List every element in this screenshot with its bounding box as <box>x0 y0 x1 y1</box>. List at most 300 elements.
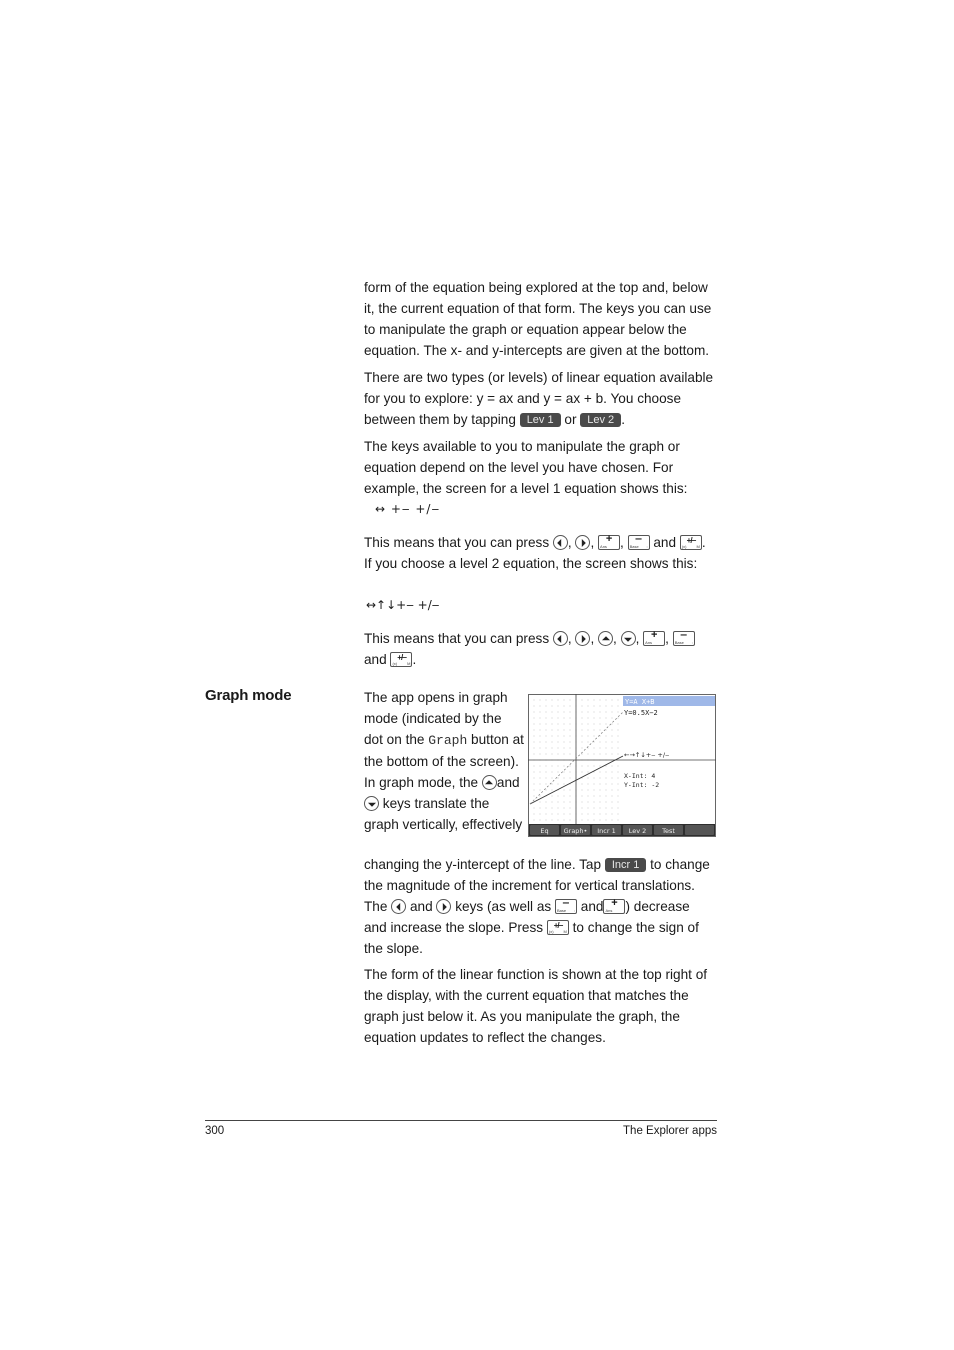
incr-button[interactable]: Incr 1 <box>605 858 647 872</box>
grid-dot <box>546 730 547 731</box>
grid-dot <box>600 754 601 755</box>
grid-dot <box>612 706 613 707</box>
grid-dot <box>570 748 571 749</box>
grid-dot <box>588 772 589 773</box>
right-arrow-key-icon <box>575 631 590 646</box>
grid-dot <box>570 730 571 731</box>
grid-dot <box>618 772 619 773</box>
grid-dot <box>558 784 559 785</box>
grid-dot <box>564 814 565 815</box>
grid-dot <box>564 766 565 767</box>
grid-dot <box>612 796 613 797</box>
grid-dot <box>540 712 541 713</box>
grid-dot <box>564 802 565 803</box>
grid-dot <box>594 802 595 803</box>
paragraph-levels <box>364 367 716 430</box>
grid-dot <box>564 748 565 749</box>
grid-dot <box>582 796 583 797</box>
grid-dot <box>588 784 589 785</box>
grid-dot <box>558 814 559 815</box>
grid-dot <box>606 814 607 815</box>
and-text: and <box>364 652 387 667</box>
level2-key-symbols: ↔↑↓+‒ +/‒ <box>366 598 440 612</box>
grid-dot <box>594 736 595 737</box>
screen-menu-label: Lev 2 <box>628 827 647 835</box>
grid-dot <box>540 784 541 785</box>
grid-dot <box>582 814 583 815</box>
grid-dot <box>600 802 601 803</box>
grid-dot <box>600 700 601 701</box>
grid-dot <box>600 718 601 719</box>
grid-dot <box>588 712 589 713</box>
grid-dot <box>606 790 607 791</box>
minus-key-icon: ‒ Base : <box>674 629 693 645</box>
grid-dot <box>618 796 619 797</box>
press-text: This means that you can press <box>364 535 550 550</box>
screen-menu-button[interactable] <box>685 825 714 835</box>
grid-dot <box>612 754 613 755</box>
grid-dot <box>600 712 601 713</box>
grid-dot <box>606 724 607 725</box>
grid-dot <box>534 814 535 815</box>
grid-dot <box>594 790 595 791</box>
grid-dot <box>546 784 547 785</box>
grid-dot <box>594 820 595 821</box>
grid-dot <box>588 736 589 737</box>
grid-dot <box>570 742 571 743</box>
grid-dot <box>552 814 553 815</box>
grid-dot <box>606 748 607 749</box>
grid-dot <box>552 700 553 701</box>
comma: , <box>567 535 572 550</box>
paragraph-keys-available: The keys available to you to manipulate the graph or equation depend on the level you have chosen. For example, the screen for a level 1 equation shows this: <box>364 439 688 496</box>
increment-text: to change the magnitude of the increment for vertical translations. The <box>364 857 710 914</box>
grid-dot <box>546 820 547 821</box>
grid-dot <box>552 790 553 791</box>
chapter-title: The Explorer apps <box>623 1125 717 1137</box>
grid-dot <box>612 772 613 773</box>
grid-dot <box>588 706 589 707</box>
grid-dot <box>612 808 613 809</box>
grid-dot <box>612 814 613 815</box>
grid-dot <box>564 754 565 755</box>
grid-dot <box>564 742 565 743</box>
grid-dot <box>540 772 541 773</box>
grid-dot <box>594 814 595 815</box>
comma: , <box>613 631 617 646</box>
grid-dot <box>570 790 571 791</box>
grid-dot <box>606 718 607 719</box>
levels-text: There are two types (or levels) of linear equation available for you to explore: y = ax and y = ax + b. You choose between them by tapping <box>364 370 714 427</box>
grid-dot <box>570 754 571 755</box>
grid-dot <box>618 736 619 737</box>
grid-dot <box>618 706 619 707</box>
graph-button-word: Graph <box>428 733 468 748</box>
grid-dot <box>558 802 559 803</box>
grid-dot <box>552 766 553 767</box>
grid-dot <box>612 820 613 821</box>
grid-dot <box>558 724 559 725</box>
grid-dot <box>540 730 541 731</box>
grid-dot <box>570 778 571 779</box>
graph-mode-text: button at the bottom of the screen). In graph mode, the <box>364 732 524 790</box>
grid-dot <box>558 748 559 749</box>
grid-dot <box>612 778 613 779</box>
grid-dot <box>558 730 559 731</box>
grid-dot <box>552 748 553 749</box>
grid-dot <box>534 730 535 731</box>
and-text: and <box>410 899 433 914</box>
grid-dot <box>588 814 589 815</box>
grid-dot <box>558 700 559 701</box>
grid-dot <box>612 718 613 719</box>
grid-dot <box>540 748 541 749</box>
grid-dot <box>618 700 619 701</box>
grid-dot <box>552 706 553 707</box>
grid-dot <box>540 724 541 725</box>
screen-equation: Y=0.5X−2 <box>624 709 658 717</box>
grid-dot <box>546 802 547 803</box>
grid-dot <box>534 700 535 701</box>
grid-dot <box>552 754 553 755</box>
and-text: and <box>580 899 604 914</box>
period-text: . <box>621 412 625 427</box>
lev2-button[interactable]: Lev 2 <box>580 413 621 427</box>
screen-x-intercept: X-Int: 4 <box>624 772 656 780</box>
grid-dot <box>618 802 619 803</box>
grid-dot <box>600 766 601 767</box>
negate-key-icon: +/‒ (x) M <box>548 921 567 934</box>
grid-dot <box>546 748 547 749</box>
screen-menu-bar <box>529 824 715 836</box>
grid-dot <box>618 820 619 821</box>
grid-dot <box>612 790 613 791</box>
screen-y-intercept: Y-Int: -2 <box>624 781 660 789</box>
grid-dot <box>582 766 583 767</box>
grid-dot <box>594 784 595 785</box>
grid-dot <box>564 724 565 725</box>
grid-dot <box>588 790 589 791</box>
grid-dot <box>594 712 595 713</box>
screen-form: Y=A X+B <box>625 698 655 706</box>
grid-dot <box>540 754 541 755</box>
grid-dot <box>606 754 607 755</box>
grid-dot <box>618 748 619 749</box>
comma: , <box>590 535 595 550</box>
grid-dot <box>534 712 535 713</box>
grid-dot <box>588 808 589 809</box>
grid-dot <box>570 766 571 767</box>
grid-dot <box>600 736 601 737</box>
and-text: and <box>653 535 677 550</box>
grid-dot <box>582 748 583 749</box>
grid-dot <box>540 706 541 707</box>
grid-dot <box>612 730 613 731</box>
grid-dot <box>582 700 583 701</box>
grid-dot <box>612 736 613 737</box>
grid-dot <box>618 730 619 731</box>
screen-menu-label: Incr 1 <box>597 827 616 835</box>
up-arrow-key-icon <box>482 775 497 790</box>
grid-dot <box>618 766 619 767</box>
grid-dot <box>606 778 607 779</box>
grid-dot <box>606 772 607 773</box>
grid-dot <box>594 730 595 731</box>
comma: , <box>635 631 640 646</box>
grid-dot <box>594 742 595 743</box>
grid-dot <box>582 718 583 719</box>
grid-dot <box>534 796 535 797</box>
grid-dot <box>612 742 613 743</box>
grid-dot <box>540 796 541 797</box>
grid-dot <box>582 808 583 809</box>
grid-dot <box>582 742 583 743</box>
grid-dot <box>606 802 607 803</box>
grid-dot <box>564 778 565 779</box>
grid-dot <box>546 706 547 707</box>
graph-mode-text: The app opens in graph mode (indicated by the dot on the <box>364 690 508 747</box>
grid-dot <box>600 808 601 809</box>
grid-dot <box>552 772 553 773</box>
minus-key-icon: ‒ Base : <box>556 897 575 913</box>
grid-dot <box>552 718 553 719</box>
grid-dot <box>558 742 559 743</box>
grid-dot <box>546 724 547 725</box>
grid-dot <box>606 706 607 707</box>
grid-dot <box>558 778 559 779</box>
grid-dot <box>606 712 607 713</box>
and-text: and <box>496 775 520 790</box>
grid-dot <box>534 748 535 749</box>
grid-dot <box>540 808 541 809</box>
up-arrow-key-icon <box>598 631 613 646</box>
increment-text: keys (as well as <box>455 899 552 914</box>
grid-dot <box>600 748 601 749</box>
grid-dot <box>612 748 613 749</box>
grid-dot <box>534 724 535 725</box>
grid-dot <box>552 784 553 785</box>
grid-dot <box>618 742 619 743</box>
paragraph-level2-keys <box>364 628 716 670</box>
or-text: or <box>564 412 577 427</box>
grid-dot <box>570 700 571 701</box>
press-text: This means that you can press <box>364 631 550 646</box>
paragraph-form-description: form of the equation being explored at the top and, below it, the current equation of that form. The keys you can use to manipulate the graph or equation appear below the equation. The x- and y-intercepts are given at the bottom. <box>364 280 712 358</box>
grid-dot <box>546 814 547 815</box>
grid-dot <box>552 736 553 737</box>
grid-dot <box>540 778 541 779</box>
grid-dot <box>558 712 559 713</box>
grid-dot <box>564 772 565 773</box>
grid-dot <box>600 724 601 725</box>
grid-dot <box>588 700 589 701</box>
grid-dot <box>606 766 607 767</box>
grid-dot <box>540 790 541 791</box>
grid-dot <box>588 724 589 725</box>
grid-dot <box>546 736 547 737</box>
grid-dot <box>606 700 607 701</box>
level2-intro-text: . If you choose a level 2 equation, the screen shows this: <box>364 535 706 571</box>
page-number: 300 <box>205 1125 225 1137</box>
grid-dot <box>558 706 559 707</box>
grid-dot <box>600 706 601 707</box>
grid-dot <box>588 820 589 821</box>
grid-dot <box>546 718 547 719</box>
grid-dot <box>552 808 553 809</box>
grid-dot <box>540 820 541 821</box>
grid-dot <box>546 778 547 779</box>
screen-menu-label: Eq <box>540 827 549 835</box>
grid-dot <box>588 802 589 803</box>
grid-dot <box>534 742 535 743</box>
grid-dot <box>612 712 613 713</box>
paragraph-graph-mode <box>364 687 524 835</box>
grid-dot <box>582 784 583 785</box>
grid-dot <box>600 820 601 821</box>
grid-dot <box>546 766 547 767</box>
grid-dot <box>552 724 553 725</box>
comma: , <box>620 535 624 550</box>
grid-dot <box>582 712 583 713</box>
plus-key-icon: + Ans <box>603 899 625 914</box>
graph-mode-text: keys translate the graph vertically, effectively <box>364 796 523 832</box>
grid-dot <box>618 718 619 719</box>
level1-key-symbols: ↔ +‒ +/‒ <box>375 502 441 516</box>
negate-key-icon: +/‒ (x) M <box>681 536 700 549</box>
grid-dot <box>594 748 595 749</box>
grid-dot <box>594 808 595 809</box>
grid-dot <box>582 802 583 803</box>
grid-dot <box>534 766 535 767</box>
grid-dot <box>606 796 607 797</box>
lev1-button[interactable]: Lev 1 <box>520 413 561 427</box>
grid-dot <box>546 700 547 701</box>
grid-dot <box>600 772 601 773</box>
grid-dot <box>570 814 571 815</box>
grid-dot <box>564 784 565 785</box>
comma: , <box>567 631 572 646</box>
grid-dot <box>588 718 589 719</box>
grid-dot <box>582 706 583 707</box>
grid-dot <box>558 808 559 809</box>
grid-dot <box>582 790 583 791</box>
grid-dot <box>582 754 583 755</box>
grid-dot <box>588 796 589 797</box>
grid-dot <box>534 706 535 707</box>
grid-dot <box>564 820 565 821</box>
grid-dot <box>606 784 607 785</box>
grid-dot <box>534 790 535 791</box>
grid-dot <box>594 766 595 767</box>
grid-dot <box>570 736 571 737</box>
grid-dot <box>570 724 571 725</box>
grid-dot <box>612 766 613 767</box>
grid-dot <box>540 814 541 815</box>
right-arrow-key-icon <box>436 899 451 914</box>
grid-dot <box>564 706 565 707</box>
grid-dot <box>618 784 619 785</box>
plus-key-icon: + Ans <box>598 535 620 550</box>
grid-dot <box>540 802 541 803</box>
grid-dot <box>588 754 589 755</box>
grid-dot <box>600 790 601 791</box>
grid-dot <box>570 796 571 797</box>
grid-dot <box>582 724 583 725</box>
grid-dot <box>588 766 589 767</box>
grid-dot <box>618 754 619 755</box>
grid-dot <box>582 736 583 737</box>
grid-dot <box>570 772 571 773</box>
grid-dot <box>600 730 601 731</box>
grid-dot <box>546 790 547 791</box>
increment-text: to change the sign of the slope. <box>364 920 699 956</box>
grid-dot <box>570 808 571 809</box>
grid-dot <box>558 772 559 773</box>
grid-dot <box>564 718 565 719</box>
grid-dot <box>534 778 535 779</box>
grid-dot <box>534 718 535 719</box>
section-heading-graph-mode: Graph mode <box>205 687 292 704</box>
grid-dot <box>600 778 601 779</box>
grid-dot <box>612 784 613 785</box>
grid-dot <box>558 754 559 755</box>
grid-dot <box>558 718 559 719</box>
calculator-screen <box>528 694 716 837</box>
grid-dot <box>564 700 565 701</box>
grid-dot <box>594 718 595 719</box>
left-arrow-key-icon <box>553 535 568 550</box>
grid-dot <box>552 742 553 743</box>
grid-dot <box>618 712 619 713</box>
grid-dot <box>588 778 589 779</box>
grid-dot <box>594 796 595 797</box>
grid-dot <box>540 736 541 737</box>
negate-key-icon: +/‒ (x) M <box>392 653 411 666</box>
grid-dot <box>564 730 565 731</box>
grid-dot <box>594 778 595 779</box>
paragraph-form-display: The form of the linear function is shown at the top right of the display, with the current equation that matches the graph just below it. As you manipulate the graph, the equation updates to reflect the changes. <box>364 967 708 1045</box>
grid-dot <box>534 784 535 785</box>
grid-dot <box>618 724 619 725</box>
paragraph-increment <box>364 854 716 959</box>
grid-dot <box>534 754 535 755</box>
grid-dot <box>594 754 595 755</box>
right-arrow-key-icon <box>575 535 590 550</box>
grid-dot <box>600 784 601 785</box>
grid-dot <box>558 820 559 821</box>
grid-dot <box>546 712 547 713</box>
down-arrow-key-icon <box>621 631 636 646</box>
grid-dot <box>570 820 571 821</box>
grid-dot <box>546 754 547 755</box>
grid-dot <box>570 706 571 707</box>
grid-dot <box>600 814 601 815</box>
grid-dot <box>594 700 595 701</box>
grid-dot <box>552 796 553 797</box>
grid-dot <box>546 808 547 809</box>
grid-dot <box>552 778 553 779</box>
grid-dot <box>564 736 565 737</box>
grid-dot <box>540 742 541 743</box>
grid-dot <box>594 706 595 707</box>
grid-dot <box>588 730 589 731</box>
grid-dot <box>546 772 547 773</box>
minus-key-icon: ‒ Base : <box>629 533 648 549</box>
grid-dot <box>540 718 541 719</box>
grid-dot <box>552 820 553 821</box>
grid-dot <box>552 802 553 803</box>
grid-dot <box>618 814 619 815</box>
